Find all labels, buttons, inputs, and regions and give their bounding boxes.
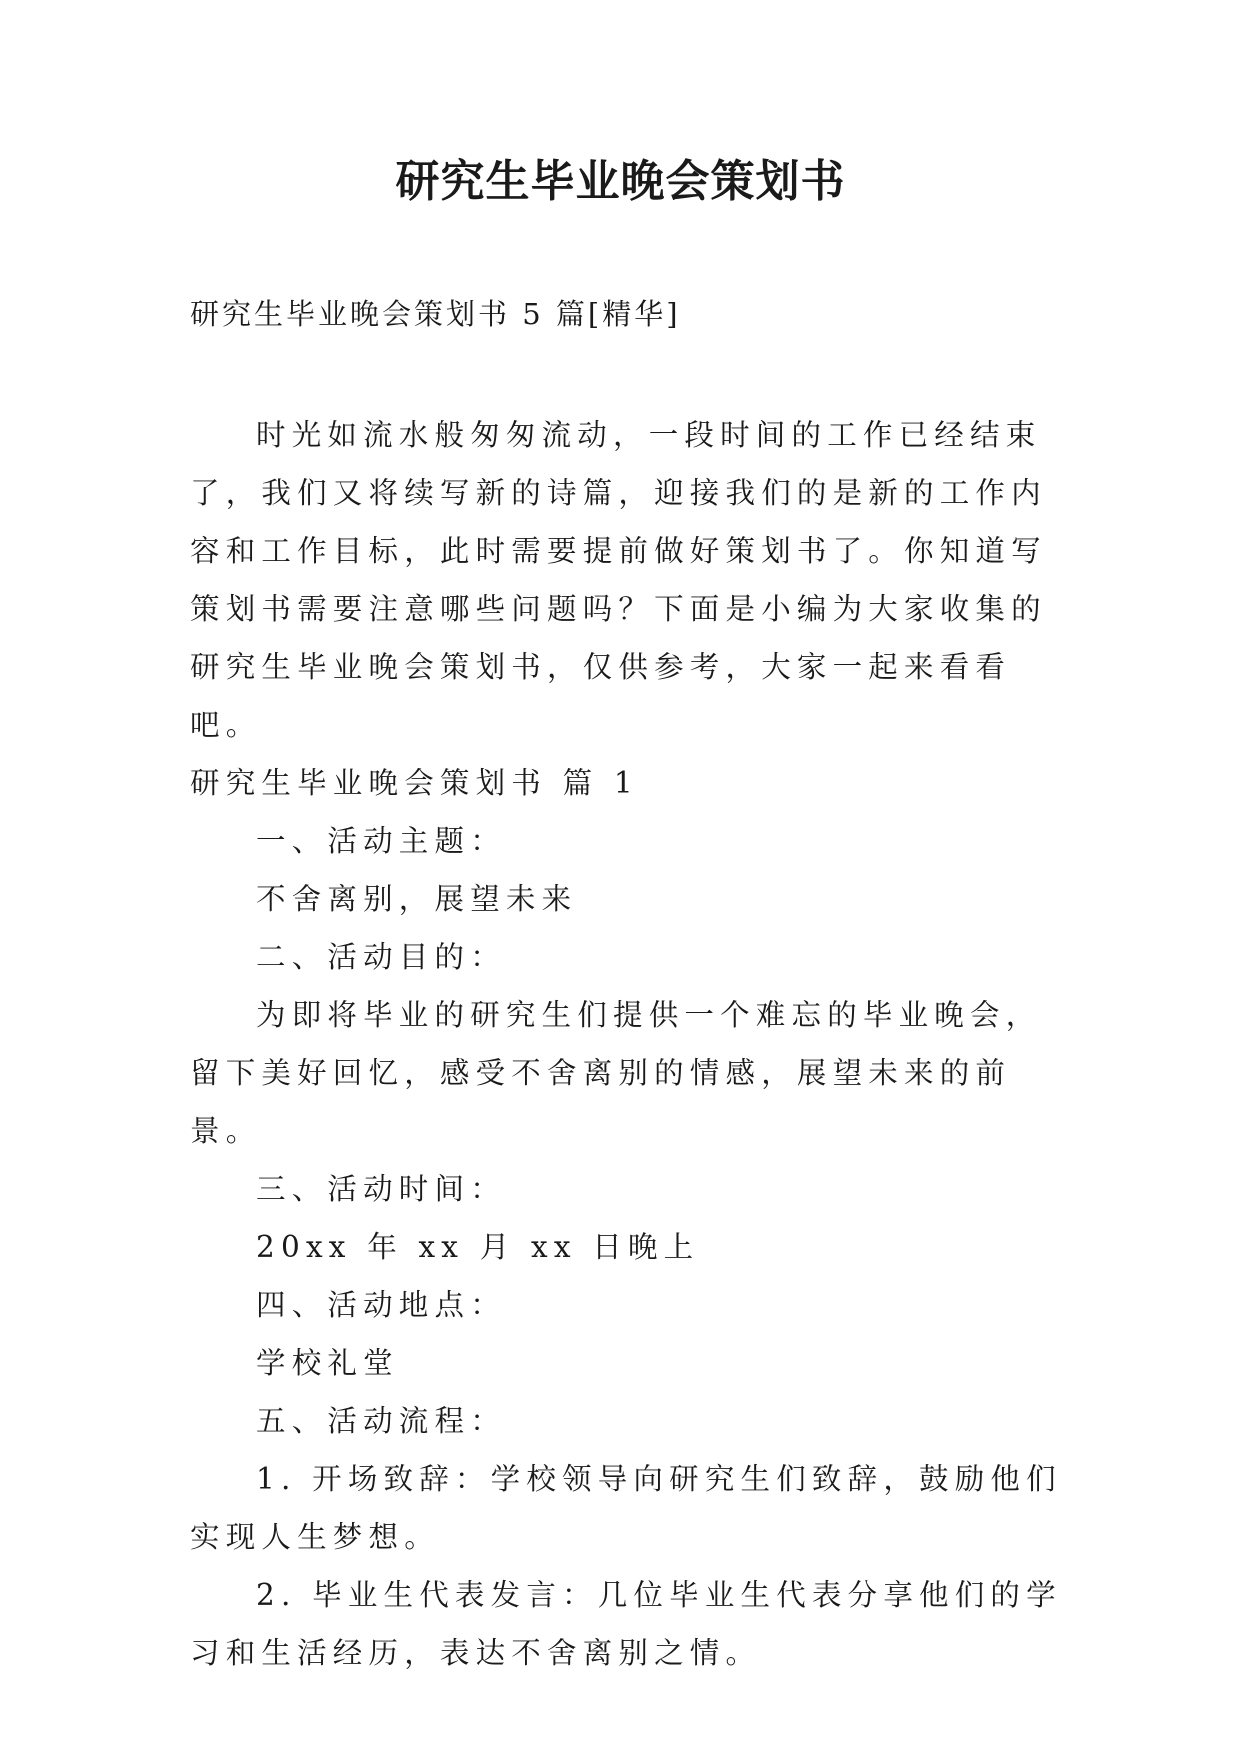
- place-label: 四、活动地点：: [256, 1288, 506, 1322]
- purpose-label: 二、活动目的：: [256, 940, 506, 974]
- document-subtitle: 研究生毕业晚会策划书 5 篇[精华]: [190, 297, 681, 331]
- process-step-1: 1. 开场致辞：学校领导向研究生们致辞，鼓励他们实现人生梦想。: [190, 1462, 1062, 1554]
- time-value: 20xx 年 xx 月 xx 日晚上: [256, 1230, 700, 1264]
- place-value: 学校礼堂: [256, 1346, 399, 1380]
- theme-value: 不舍离别，展望未来: [256, 882, 578, 916]
- section-heading: 研究生毕业晚会策划书 篇 1: [190, 766, 639, 800]
- document-title: 研究生毕业晚会策划书: [395, 156, 846, 207]
- intro-paragraph: 时光如流水般匆匆流动，一段时间的工作已经结束了，我们又将续写新的诗篇，迎接我们的是新的工作内容和工作目标，此时需要提前做好策划书了。你知道写策划书需要注意哪些问题吗？下面是小编为大家收集的研究生毕业晚会策划书，仅供参考，大家一起来看看吧。: [190, 418, 1047, 742]
- document-body: [190, 406, 1062, 1682]
- purpose-value: 为即将毕业的研究生们提供一个难忘的毕业晚会，留下美好回忆，感受不舍离别的情感，展望未来的前景。: [190, 998, 1042, 1148]
- time-label: 三、活动时间：: [256, 1172, 506, 1206]
- theme-label: 一、活动主题：: [256, 824, 506, 858]
- process-step-2: 2. 毕业生代表发言：几位毕业生代表分享他们的学习和生活经历，表达不舍离别之情。: [190, 1578, 1062, 1670]
- process-label: 五、活动流程：: [256, 1404, 506, 1438]
